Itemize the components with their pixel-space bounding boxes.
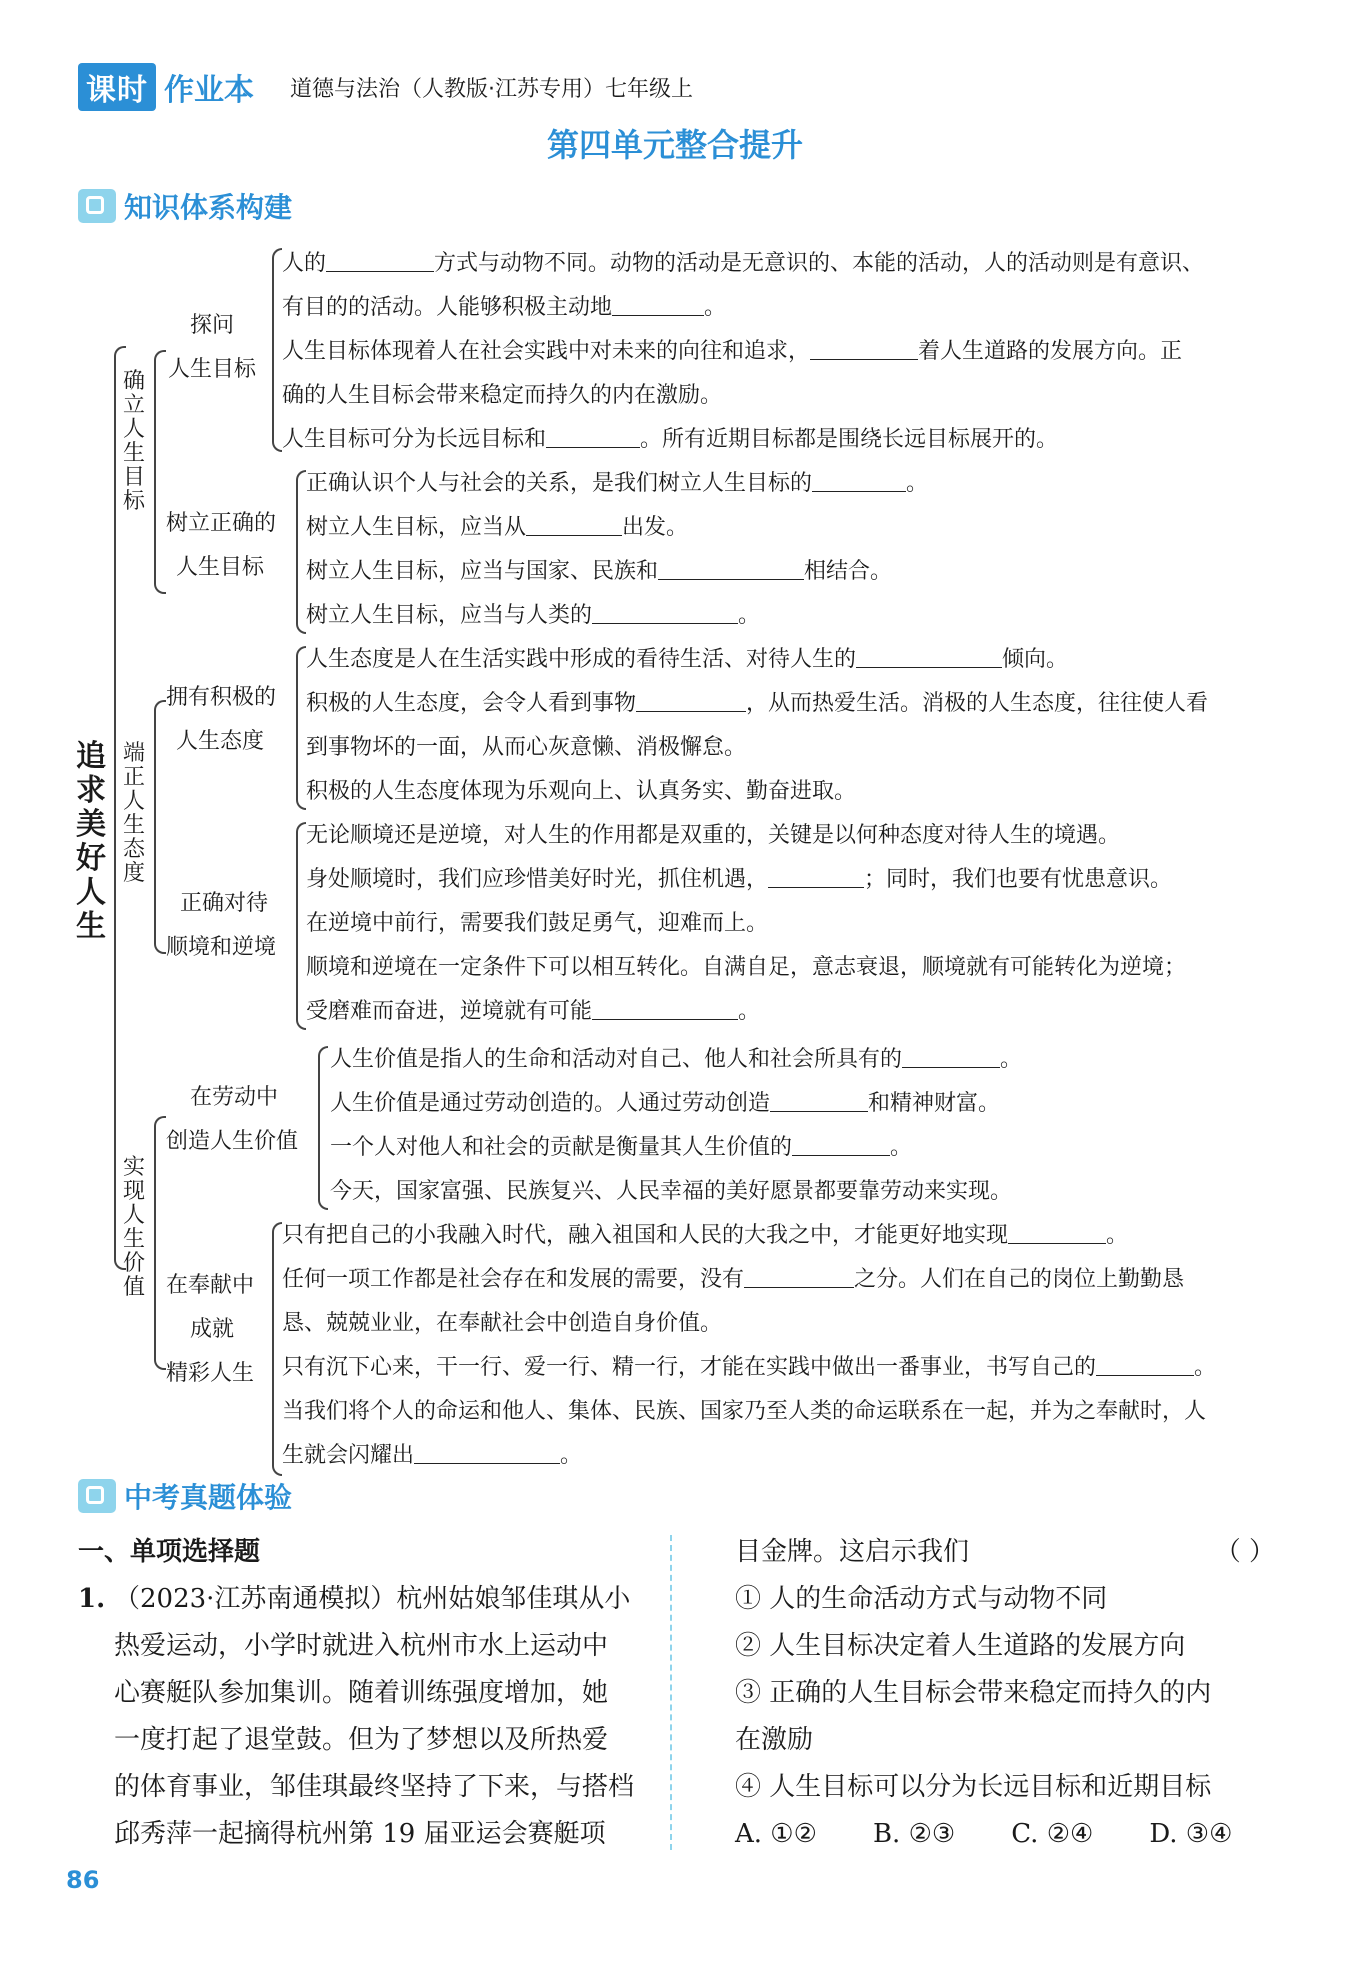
sub-label: 人生目标 [176, 555, 265, 580]
answer-parentheses[interactable]: （ ） [1214, 1537, 1275, 1567]
sub-label: 人生目标 [168, 357, 257, 382]
map-line: 受磨难而奋进，逆境就有可能 。 [306, 990, 760, 1034]
sub-brace [272, 248, 282, 452]
sub-label: 在劳动中 [190, 1085, 279, 1110]
question-1-stem: 1. （2023·江苏南通模拟）杭州姑娘邹佳琪从小 热爱运动，小学时就进入杭州市水上运动中 心赛艇队参加集训。随着训练强度增加，她 一度打起了退堂鼓。但为了梦想以及所热爱 的体育事业，邹佳琪最终坚持了下来，与搭档 邱秀萍一起摘得杭州第 19 届亚运会赛艇项 [78, 1576, 658, 1858]
section-title: 中考真题体验 [124, 1481, 293, 1514]
map-line: 树立人生目标，应当与人类的 。 [306, 594, 760, 638]
choice-d[interactable]: D. ③④ [1149, 1819, 1233, 1849]
map-line: 人生目标体现着人在社会实践中对未来的向往和追求， 着人生道路的发展方向。正 [282, 330, 1182, 374]
option-4: ④ 人生目标可以分为长远目标和近期目标 [735, 1772, 1212, 1802]
sub-brace [296, 822, 306, 1030]
question-left-column [78, 1529, 658, 1858]
map-line: 恳、兢兢业业，在奉献社会中创造自身价值。 [282, 1311, 723, 1336]
option-3-cont: 在激励 [735, 1725, 814, 1755]
branch-label-attitude: 端正人生态度 [122, 741, 145, 886]
map-line: 只有把自己的小我融入时代，融入祖国和人民的大我之中，才能更好地实现 。 [282, 1214, 1128, 1258]
choice-a[interactable]: A. ①② [735, 1819, 817, 1849]
map-line: 任何一项工作都是社会存在和发展的需要，没有 之分。人们在自己的岗位上勤勤恳 [282, 1258, 1184, 1302]
map-line: 一个人对他人和社会的贡献是衡量其人生价值的 。 [330, 1126, 912, 1170]
sub-brace [296, 470, 306, 634]
map-line: 人生目标可分为长远目标和 。所有近期目标都是围绕长远目标展开的。 [282, 418, 1058, 462]
map-line: 正确认识个人与社会的关系，是我们树立人生目标的 。 [306, 462, 928, 506]
brand-name: 作业本 [164, 73, 254, 108]
sub-label: 创造人生价值 [166, 1129, 299, 1154]
map-line: 树立人生目标，应当与国家、民族和 相结合。 [306, 550, 892, 594]
map-line: 确的人生目标会带来稳定而持久的内在激励。 [282, 383, 723, 408]
branch3-brace [154, 1116, 166, 1370]
unit-title: 第四单元整合提升 [546, 126, 803, 164]
branch2-brace [154, 700, 166, 954]
map-line: 只有沉下心来，干一行、爱一行、精一行，才能在实践中做出一番事业，书写自己的 。 [282, 1346, 1216, 1390]
brand-logo: 课时 [78, 63, 156, 111]
map-line: 有目的的活动。人能够积极主动地 。 [282, 286, 726, 330]
sub-label: 人生态度 [176, 729, 265, 754]
question-1-stem-cont: 目金牌。这启示我们 （ ） [735, 1529, 1275, 1576]
map-line: 生就会闪耀出 。 [282, 1434, 582, 1478]
subject-line: 道德与法治（人教版·江苏专用）七年级上 [290, 77, 693, 102]
question-right-column [735, 1529, 1275, 1858]
map-line: 当我们将个人的命运和他人、集体、民族、国家乃至人类的命运联系在一起，并为之奉献时，人 [282, 1399, 1207, 1424]
branch-label-goal: 确立人生目标 [122, 369, 145, 514]
map-line: 到事物坏的一面，从而心灰意懒、消极懈怠。 [306, 735, 747, 760]
branch1-brace [154, 350, 166, 594]
sub-brace [318, 1046, 328, 1210]
sub-label: 在奉献中 [166, 1273, 255, 1298]
map-line: 身处顺境时，我们应珍惜美好时光，抓住机遇， ；同时，我们也要有忧患意识。 [306, 858, 1172, 902]
map-line: 人生价值是指人的生命和活动对自己、他人和社会所具有的 。 [330, 1038, 1022, 1082]
map-line: 人生价值是通过劳动创造的。人通过劳动创造 和精神财富。 [330, 1082, 1000, 1126]
column-divider [670, 1535, 672, 1850]
branch-label-value: 实现人生价值 [122, 1155, 145, 1300]
map-line: 积极的人生态度体现为乐观向上、认真务实、勤奋进取。 [306, 779, 857, 804]
page-number: 86 [66, 1866, 100, 1894]
sub-label: 树立正确的 [166, 511, 277, 536]
map-line: 人的 方式与动物不同。动物的活动是无意识的、本能的活动，人的活动则是有意识、 [282, 242, 1204, 286]
section-icon [78, 1479, 116, 1513]
map-line: 人生态度是人在生活实践中形成的看待生活、对待人生的 倾向。 [306, 638, 1068, 682]
map-root: 追求美好人生 [76, 739, 106, 944]
sub-label: 正确对待 [180, 891, 269, 916]
sub-brace [272, 1222, 282, 1476]
sub-label: 探问 [190, 313, 235, 338]
map-line: 顺境和逆境在一定条件下可以相互转化。自满自足，意志衰退，顺境就有可能转化为逆境； [306, 955, 1187, 980]
option-3: ③ 正确的人生目标会带来稳定而持久的内 [735, 1678, 1212, 1708]
choice-c[interactable]: C. ②④ [1011, 1819, 1094, 1849]
map-line: 积极的人生态度，会令人看到事物 ，从而热爱生活。消极的人生态度，往往使人看 [306, 682, 1208, 726]
choices-row [735, 1811, 1275, 1858]
section-title: 知识体系构建 [124, 191, 293, 224]
option-2: ② 人生目标决定着人生道路的发展方向 [735, 1631, 1186, 1661]
section-exam-header [78, 1476, 292, 1516]
choice-b[interactable]: B. ②③ [872, 1819, 956, 1849]
map-line: 今天，国家富强、民族复兴、人民幸福的美好愿景都要靠劳动来实现。 [330, 1179, 1013, 1204]
map-line: 在逆境中前行，需要我们鼓足勇气，迎难而上。 [306, 911, 769, 936]
sub-label: 顺境和逆境 [166, 935, 277, 960]
sub-brace [296, 646, 306, 810]
sub-label: 成就 [190, 1317, 235, 1342]
map-line: 无论顺境还是逆境，对人生的作用都是双重的，关键是以何种态度对待人生的境遇。 [306, 823, 1121, 848]
question-type-title: 一、单项选择题 [78, 1537, 261, 1567]
sub-label: 拥有积极的 [166, 685, 277, 710]
map-line: 树立人生目标，应当从 出发。 [306, 506, 688, 550]
option-1: ① 人的生命活动方式与动物不同 [735, 1584, 1108, 1614]
question-number: 1. [78, 1584, 106, 1614]
sub-label: 精彩人生 [166, 1361, 255, 1386]
